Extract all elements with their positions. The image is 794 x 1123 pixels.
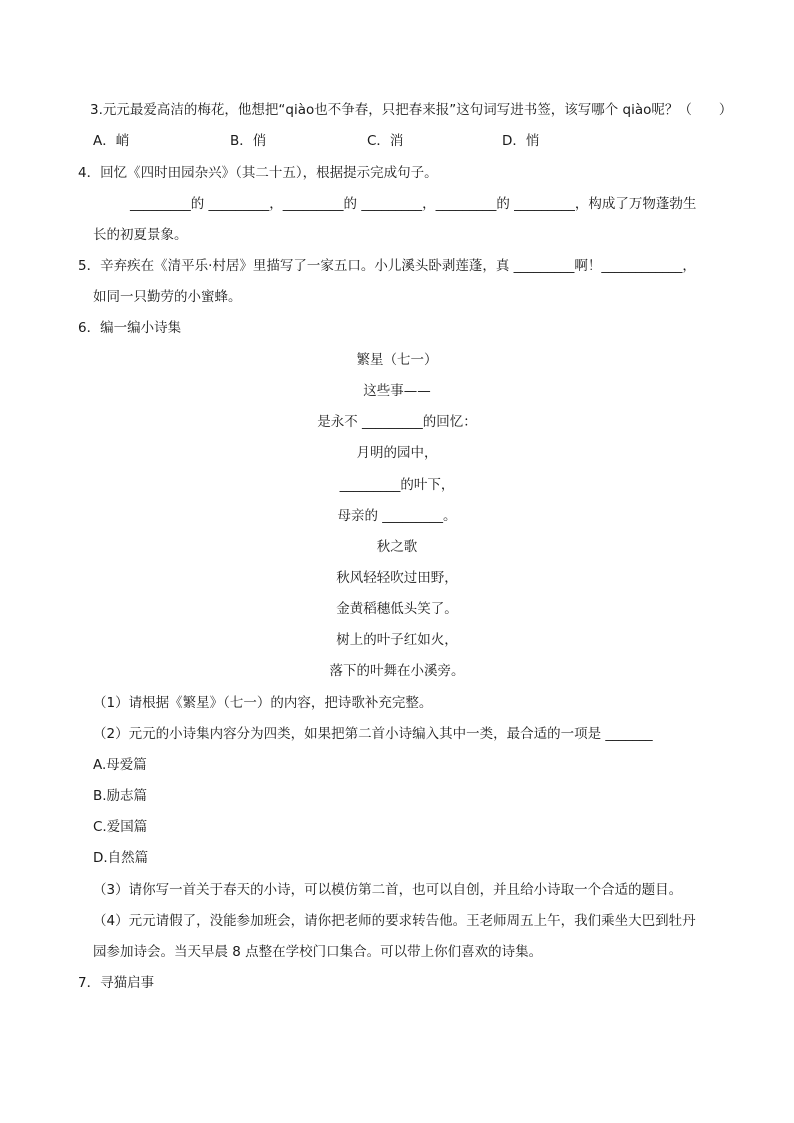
poem2-line: 秋风轻轻吹过田野， bbox=[336, 570, 458, 586]
q4-fill-line: _________的 _________，_________的 _________，_________的 _________，构成了万物蓬勃生 bbox=[130, 196, 697, 212]
q5-stem: 5．辛弃疾在《清平乐·村居》里描写了一家五口。小儿溪头卧剥莲蓬，真 _________啊！____________， bbox=[78, 258, 696, 274]
poem2-title: 秋之歌 bbox=[376, 539, 418, 555]
q6-sub4: （4）元元请假了，没能参加班会，请你把老师的要求转告他。王老师周五上午，我们乘坐大巴到牡丹 bbox=[93, 913, 696, 929]
poem2-line: 树上的叶子红如火， bbox=[336, 632, 458, 648]
poem1-line: 这些事—— bbox=[363, 383, 431, 399]
poem2-line: 金黄稻穗低头笑了。 bbox=[336, 601, 458, 617]
poem1-title: 繁星（七一） bbox=[356, 352, 438, 368]
q3-option-c: C．消 bbox=[367, 133, 404, 149]
q6-choice-a: A.母爱篇 bbox=[93, 757, 147, 773]
poem2-line: 落下的叶舞在小溪旁。 bbox=[329, 663, 465, 679]
q7-title: 7．寻猫启事 bbox=[78, 975, 155, 991]
q6-sub2: （2）元元的小诗集内容分为四类，如果把第二首小诗编入其中一类，最合适的一项是 _______ bbox=[93, 726, 653, 742]
poem1-line: _________的叶下， bbox=[339, 477, 455, 493]
q6-choice-c: C.爱国篇 bbox=[93, 819, 148, 835]
q6-sub1: （1）请根据《繁星》（七一）的内容，把诗歌补充完整。 bbox=[93, 695, 433, 711]
q3-option-b: B．俏 bbox=[230, 133, 267, 149]
poem1-line: 是永不 _________的回忆： bbox=[317, 414, 477, 430]
poem1-line: 月明的园中， bbox=[356, 445, 438, 461]
q3-option-d: D．悄 bbox=[502, 133, 540, 149]
q6-choice-b: B.励志篇 bbox=[93, 788, 148, 804]
q3-stem: 3.元元最爱高洁的梅花，他想把“qiào也不争春，只把春来报”这句词写进书签，该写哪个 qiào呢？（ ） bbox=[90, 102, 733, 118]
q5-stem-2: 如同一只勤劳的小蜜蜂。 bbox=[93, 289, 242, 305]
poem1-line: 母亲的 _________。 bbox=[337, 508, 457, 524]
q3-option-a: A．峭 bbox=[93, 133, 130, 149]
q6-sub4-2: 园参加诗会。当天早晨 8 点整在学校门口集合。可以带上你们喜欢的诗集。 bbox=[93, 944, 543, 960]
q4-stem: 4．回忆《四时田园杂兴》（其二十五），根据提示完成句子。 bbox=[78, 165, 438, 181]
q6-title: 6．编一编小诗集 bbox=[78, 320, 182, 336]
q6-choice-d: D.自然篇 bbox=[93, 850, 149, 866]
q6-sub3: （3）请你写一首关于春天的小诗，可以模仿第二首，也可以自创，并且给小诗取一个合适的题目。 bbox=[93, 882, 683, 898]
q4-fill-line-2: 长的初夏景象。 bbox=[93, 227, 188, 243]
